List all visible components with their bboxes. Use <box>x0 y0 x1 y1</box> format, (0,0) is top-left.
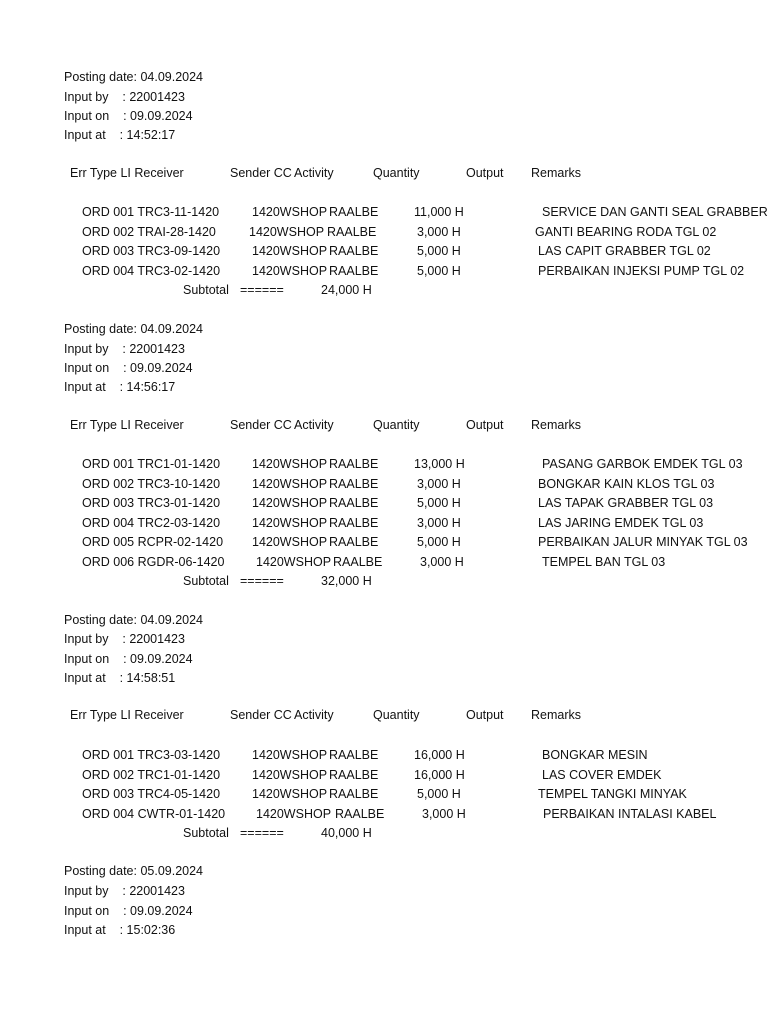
col-output: Output <box>466 708 504 722</box>
remarks: PERBAIKAN INJEKSI PUMP TGL 02 <box>538 263 745 278</box>
remarks: BONGKAR KAIN KLOS TGL 03 <box>538 476 715 491</box>
sender-cc: 1420WSHOP <box>252 767 328 782</box>
subtotal-label: Subtotal <box>183 283 229 297</box>
col-activity: Activity <box>294 708 334 722</box>
sender-cc: 1420WSHOP <box>252 496 328 510</box>
col-quantity: Quantity <box>373 418 420 432</box>
input-by: Input by : 22001423 <box>64 632 185 646</box>
col-remarks: Remarks <box>531 166 582 180</box>
input-by: Input by : 22001423 <box>64 884 185 898</box>
column-header-row <box>0 708 768 728</box>
col-activity: Activity <box>294 166 334 180</box>
sender-cc: 1420WSHOP <box>252 457 328 471</box>
table-row <box>0 535 768 555</box>
col-err-type-li-receiver: Err Type LI Receiver <box>70 418 184 432</box>
table-row <box>0 205 768 225</box>
remarks: LAS TAPAK GRABBER TGL 03 <box>538 496 714 510</box>
column-header-row <box>0 166 768 186</box>
subtotal-value: 32,000 H <box>321 574 372 588</box>
activity: RAALBE <box>329 496 379 510</box>
sender-cc: 1420WSHOP <box>252 244 328 258</box>
subtotal-value: 24,000 H <box>321 283 372 297</box>
posting-block-1 <box>0 68 768 328</box>
input-on: Input on : 09.09.2024 <box>64 109 193 123</box>
sender-cc: 1420WSHOP <box>252 748 328 762</box>
sender-cc: 1420WSHOP <box>256 806 332 821</box>
subtotal-separator: ====== <box>240 283 284 297</box>
posting-date: Posting date: 04.09.2024 <box>64 70 204 84</box>
remarks: PASANG GARBOK EMDEK TGL 03 <box>542 457 743 471</box>
remarks: PERBAIKAN JALUR MINYAK TGL 03 <box>538 535 748 549</box>
subtotal-value: 40,000 H <box>321 826 372 840</box>
table-row <box>0 748 768 768</box>
posting-block-4 <box>0 862 768 962</box>
subtotal-row <box>0 574 768 594</box>
order-id: ORD 004 TRC2-03-1420 <box>82 515 221 530</box>
activity: RAALBE <box>329 205 379 219</box>
remarks: PERBAIKAN INTALASI KABEL <box>543 806 717 821</box>
col-quantity: Quantity <box>373 708 420 722</box>
table-row <box>0 787 768 807</box>
col-sender-cc: Sender CC <box>230 418 292 432</box>
posting-date: Posting date: 05.09.2024 <box>64 864 204 878</box>
order-id: ORD 003 TRC3-09-1420 <box>82 244 221 258</box>
input-on: Input on : 09.09.2024 <box>64 361 193 375</box>
activity: RAALBE <box>329 244 379 258</box>
remarks: LAS CAPIT GRABBER TGL 02 <box>538 244 711 258</box>
col-remarks: Remarks <box>531 708 582 722</box>
order-rows <box>0 748 768 846</box>
posting-date: Posting date: 04.09.2024 <box>64 322 204 336</box>
table-row <box>0 244 768 264</box>
quantity: 3,000 H <box>417 515 461 530</box>
quantity: 16,000 H <box>414 767 465 782</box>
activity: RAALBE <box>327 224 377 239</box>
posting-block-2 <box>0 320 768 588</box>
table-row <box>0 225 768 245</box>
posting-date: Posting date: 04.09.2024 <box>64 613 204 627</box>
subtotal-row <box>0 283 768 303</box>
col-activity: Activity <box>294 418 334 432</box>
col-output: Output <box>466 166 504 180</box>
order-id: ORD 001 TRC1-01-1420 <box>82 457 221 471</box>
quantity: 3,000 H <box>420 554 464 569</box>
input-at: Input at : 14:52:17 <box>64 128 176 142</box>
quantity: 13,000 H <box>414 457 465 471</box>
col-sender-cc: Sender CC <box>230 166 292 180</box>
order-id: ORD 002 TRC1-01-1420 <box>82 767 221 782</box>
order-id: ORD 002 TRAI-28-1420 <box>82 224 216 239</box>
col-sender-cc: Sender CC <box>230 708 292 722</box>
remarks: TEMPEL TANGKI MINYAK <box>538 787 687 801</box>
table-row <box>0 457 768 477</box>
sender-cc: 1420WSHOP <box>252 205 328 219</box>
table-row <box>0 516 768 536</box>
activity: RAALBE <box>329 787 379 801</box>
sender-cc: 1420WSHOP <box>252 263 328 278</box>
col-err-type-li-receiver: Err Type LI Receiver <box>70 708 184 722</box>
order-id: ORD 002 TRC3-10-1420 <box>82 476 221 491</box>
order-id: ORD 004 CWTR-01-1420 <box>82 806 226 821</box>
column-header-row <box>0 418 768 438</box>
quantity: 5,000 H <box>417 787 461 801</box>
subtotal-row <box>0 826 768 846</box>
activity: RAALBE <box>329 767 379 782</box>
quantity: 5,000 H <box>417 244 461 258</box>
activity: RAALBE <box>329 748 379 762</box>
input-at: Input at : 14:56:17 <box>64 380 176 394</box>
table-row <box>0 477 768 497</box>
sender-cc: 1420WSHOP <box>249 224 325 239</box>
subtotal-label: Subtotal <box>183 826 229 840</box>
remarks: GANTI BEARING RODA TGL 02 <box>535 224 717 239</box>
sender-cc: 1420WSHOP <box>252 476 328 491</box>
subtotal-separator: ====== <box>240 574 284 588</box>
activity: RAALBE <box>329 263 379 278</box>
sender-cc: 1420WSHOP <box>252 787 328 801</box>
remarks: LAS COVER EMDEK <box>542 767 662 782</box>
input-on: Input on : 09.09.2024 <box>64 904 193 918</box>
subtotal-separator: ====== <box>240 826 284 840</box>
col-remarks: Remarks <box>531 418 582 432</box>
table-row <box>0 768 768 788</box>
quantity: 11,000 H <box>414 205 464 219</box>
quantity: 3,000 H <box>417 476 461 491</box>
activity: RAALBE <box>333 554 383 569</box>
quantity: 3,000 H <box>422 806 466 821</box>
quantity: 5,000 H <box>417 496 461 510</box>
order-id: ORD 003 TRC4-05-1420 <box>82 787 221 801</box>
quantity: 3,000 H <box>417 224 461 239</box>
order-rows <box>0 457 768 594</box>
remarks: TEMPEL BAN TGL 03 <box>542 554 666 569</box>
input-on: Input on : 09.09.2024 <box>64 652 193 666</box>
sender-cc: 1420WSHOP <box>256 554 332 569</box>
remarks: LAS JARING EMDEK TGL 03 <box>538 515 704 530</box>
remarks: BONGKAR MESIN <box>542 748 648 762</box>
sender-cc: 1420WSHOP <box>252 535 328 549</box>
input-by: Input by : 22001423 <box>64 342 185 356</box>
table-row <box>0 807 768 827</box>
table-row <box>0 496 768 516</box>
input-at: Input at : 15:02:36 <box>64 923 176 937</box>
order-id: ORD 003 TRC3-01-1420 <box>82 496 221 510</box>
activity: RAALBE <box>329 535 379 549</box>
remarks: SERVICE DAN GANTI SEAL GRABBER <box>542 205 768 219</box>
input-by: Input by : 22001423 <box>64 90 185 104</box>
order-id: ORD 006 RGDR-06-1420 <box>82 554 225 569</box>
col-quantity: Quantity <box>373 166 420 180</box>
activity: RAALBE <box>329 515 379 530</box>
sender-cc: 1420WSHOP <box>252 515 328 530</box>
col-output: Output <box>466 418 504 432</box>
activity: RAALBE <box>335 806 385 821</box>
order-id: ORD 001 TRC3-03-1420 <box>82 748 221 762</box>
order-id: ORD 004 TRC3-02-1420 <box>82 263 221 278</box>
posting-block-3 <box>0 611 768 871</box>
table-row <box>0 555 768 575</box>
quantity: 5,000 H <box>417 263 461 278</box>
subtotal-label: Subtotal <box>183 574 229 588</box>
table-row <box>0 264 768 284</box>
quantity: 5,000 H <box>417 535 461 549</box>
activity: RAALBE <box>329 457 379 471</box>
order-id: ORD 001 TRC3-11-1420 <box>82 205 220 219</box>
col-err-type-li-receiver: Err Type LI Receiver <box>70 166 184 180</box>
activity: RAALBE <box>329 476 379 491</box>
order-rows <box>0 205 768 303</box>
order-id: ORD 005 RCPR-02-1420 <box>82 535 224 549</box>
input-at: Input at : 14:58:51 <box>64 671 176 685</box>
quantity: 16,000 H <box>414 748 465 762</box>
